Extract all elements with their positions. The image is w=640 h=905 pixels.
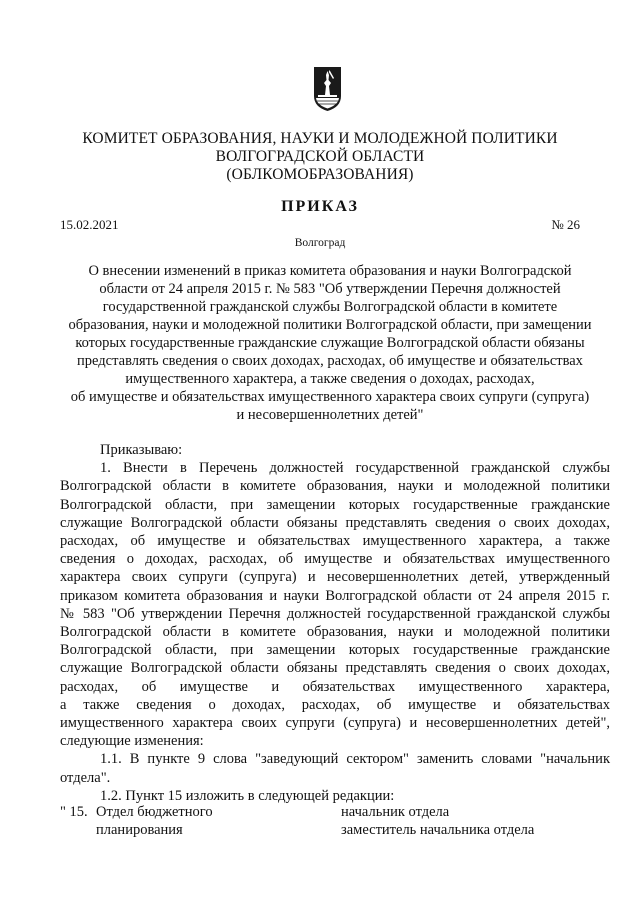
paragraph-1-line: Волгоградской области в комитете образования, науки и молодежной политики — [60, 624, 610, 641]
subject-line: области от 24 апреля 2015 г. № 583 "Об утверждении Перечня должностей — [99, 281, 561, 297]
paragraph-1-line: Волгоградской области, при замещении которых государственные гражданские — [60, 642, 610, 659]
org-name-line-3: (ОБЛКОМОБРАЗОВАНИЯ) — [226, 166, 414, 183]
subject-line: которых государственные гражданские служащие Волгоградской области обязаны — [75, 335, 585, 351]
paragraph-1-line: характера своих супруги (супруга) и несовершеннолетних детей, утвержденный — [60, 569, 610, 586]
paragraph-1-line: сведения о доходах, расходах, об имуществе и обязательствах имущественного — [60, 551, 610, 568]
paragraph-1-line: Волгоградской области в комитете образования, науки и молодежной политики — [60, 478, 610, 495]
document-body — [60, 441, 610, 805]
subject-line: государственной гражданской службы Волгоградской области в комитете — [102, 299, 558, 315]
org-name-line-1: КОМИТЕТ ОБРАЗОВАНИЯ, НАУКИ И МОЛОДЕЖНОЙ ПОЛИТИКИ — [82, 130, 558, 147]
subject-line: представлять сведения о своих доходах, расходах, об имуществе и обязательствах — [77, 353, 583, 369]
order-verb: Приказываю: — [100, 442, 183, 458]
paragraph-1-1-line: 1.1. В пункте 9 слова "заведующий сектором" заменить словами "начальник — [100, 751, 610, 768]
paragraph-1-line: расходах, об имуществе и обязательствах имущественного характера, а также — [60, 533, 610, 550]
org-name-line-2: ВОЛГОГРАДСКОЙ ОБЛАСТИ — [215, 148, 425, 165]
paragraph-1-line: 1. Внести в Перечень должностей государственной гражданской службы — [100, 460, 610, 477]
subject-line: имущественного характера, а также сведения о доходах, расходах, — [125, 371, 535, 387]
paragraph-1-line: имущественного характера своих супруги (супруга) и несовершеннолетних детей", — [60, 715, 610, 732]
department-name-line-1: Отдел бюджетного — [96, 804, 213, 820]
paragraph-1-line: приказом комитета образования и науки Волгоградской области от 24 апреля 2015 г. — [60, 587, 610, 604]
paragraph-1-line: № 583 "Об утверждении Перечня должностей государственной гражданской службы — [60, 605, 610, 622]
position-title: заместитель начальника отдела — [341, 822, 535, 838]
coat-of-arms-icon — [313, 66, 342, 112]
paragraph-1-line: служащие Волгоградской области обязаны представлять сведения о своих доходах, — [60, 660, 610, 677]
document-date: 15.02.2021 — [60, 217, 119, 232]
item-number: " 15. — [60, 804, 88, 820]
subject-line: и несовершеннолетних детей" — [236, 407, 424, 423]
subject-line: об имуществе и обязательствах имущественного характера своих супруги (супруга) — [70, 389, 590, 405]
paragraph-1-1 — [60, 750, 610, 786]
position-title: начальник отдела — [341, 804, 450, 820]
document-type-title: ПРИКАЗ — [281, 198, 359, 215]
subject-line: образования, науки и молодежной политики Волгоградской области, при замещении — [68, 317, 592, 333]
document-city: Волгоград — [294, 237, 346, 249]
paragraph-1-line: а также сведения о доходах, расходах, об имуществе и обязательствах — [60, 696, 610, 713]
subject-line: О внесении изменений в приказ комитета образования и науки Волгоградской — [88, 263, 572, 279]
department-name-line-2: планирования — [96, 822, 183, 838]
paragraph-1-2: 1.2. Пункт 15 изложить в следующей редакции: — [100, 787, 395, 804]
paragraph-1-line: Волгоградской области, при замещении которых государственные гражданские — [60, 496, 610, 513]
paragraph-1-1-line: отдела". — [60, 769, 111, 786]
paragraph-1-line: служащие Волгоградской области обязаны представлять сведения о своих доходах, — [60, 514, 610, 531]
paragraph-1 — [60, 459, 610, 750]
document-subject — [40, 262, 620, 424]
document-number: № 26 — [551, 217, 580, 232]
paragraph-1-line: расходах, об имуществе и обязательствах имущественного характера, — [60, 678, 610, 695]
paragraph-1-line: следующие изменения: — [60, 733, 204, 750]
